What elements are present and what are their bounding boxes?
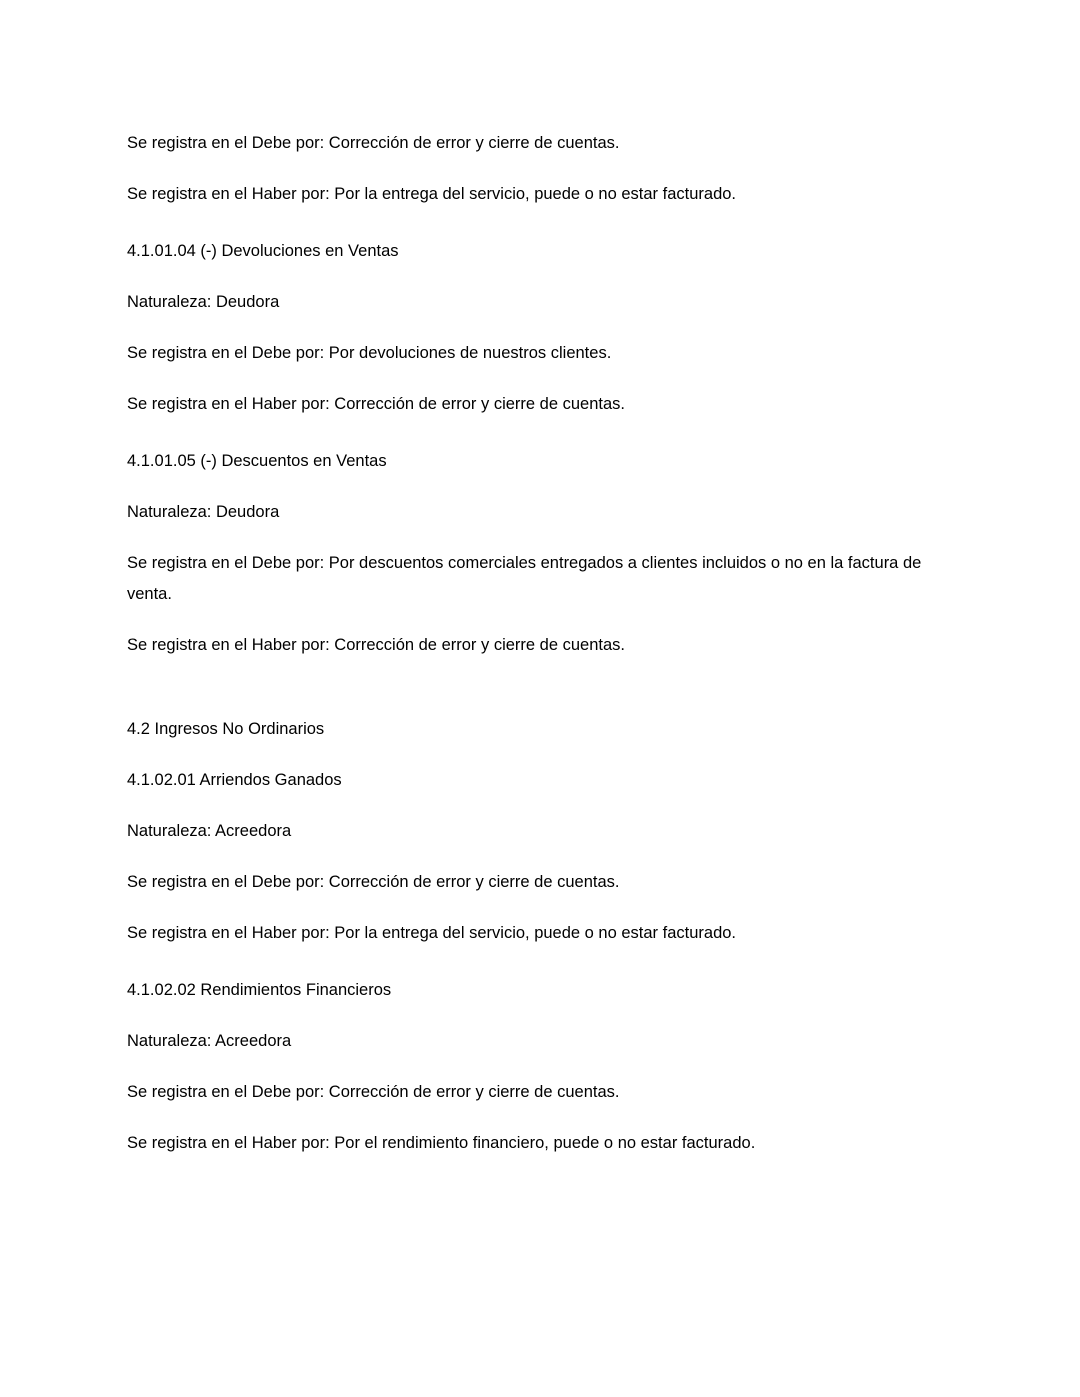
paragraph-debe-descuentos: Se registra en el Debe por: Por descuentos comerciales entregados a clientes incluidos o no en la factura de venta.: [127, 554, 922, 603]
paragraph-naturaleza-acreedora: Naturaleza: Acreedora: [127, 1032, 292, 1050]
heading-account-4-1-01-05: 4.1.01.05 (-) Descuentos en Ventas: [127, 452, 387, 470]
paragraph-debe-correccion: Se registra en el Debe por: Corrección de error y cierre de cuentas.: [127, 1083, 620, 1101]
paragraph-haber-entrega-servicio: Se registra en el Haber por: Por la entrega del servicio, puede o no estar facturado.: [127, 924, 737, 942]
heading-account-4-1-02-02: 4.1.02.02 Rendimientos Financieros: [127, 981, 392, 999]
paragraph-naturaleza-acreedora: Naturaleza: Acreedora: [127, 822, 292, 840]
heading-account-4-1-01-04: 4.1.01.04 (-) Devoluciones en Ventas: [127, 242, 399, 260]
paragraph-naturaleza-deudora: Naturaleza: Deudora: [127, 503, 280, 521]
paragraph-naturaleza-deudora: Naturaleza: Deudora: [127, 293, 280, 311]
paragraph-debe-correccion: Se registra en el Debe por: Corrección de error y cierre de cuentas.: [127, 873, 620, 891]
paragraph-debe-correccion: Se registra en el Debe por: Corrección de error y cierre de cuentas.: [127, 134, 620, 152]
heading-account-4-1-02-01: 4.1.02.01 Arriendos Ganados: [127, 771, 342, 789]
heading-section-4-2: 4.2 Ingresos No Ordinarios: [127, 720, 325, 738]
paragraph-debe-devoluciones: Se registra en el Debe por: Por devoluciones de nuestros clientes.: [127, 344, 612, 362]
paragraph-haber-correccion: Se registra en el Haber por: Corrección de error y cierre de cuentas.: [127, 395, 625, 413]
paragraph-haber-rendimiento: Se registra en el Haber por: Por el rendimiento financiero, puede o no estar facturado.: [127, 1134, 756, 1152]
paragraph-haber-correccion: Se registra en el Haber por: Corrección de error y cierre de cuentas.: [127, 636, 625, 654]
paragraph-haber-entrega-servicio: Se registra en el Haber por: Por la entrega del servicio, puede o no estar facturado.: [127, 185, 737, 203]
